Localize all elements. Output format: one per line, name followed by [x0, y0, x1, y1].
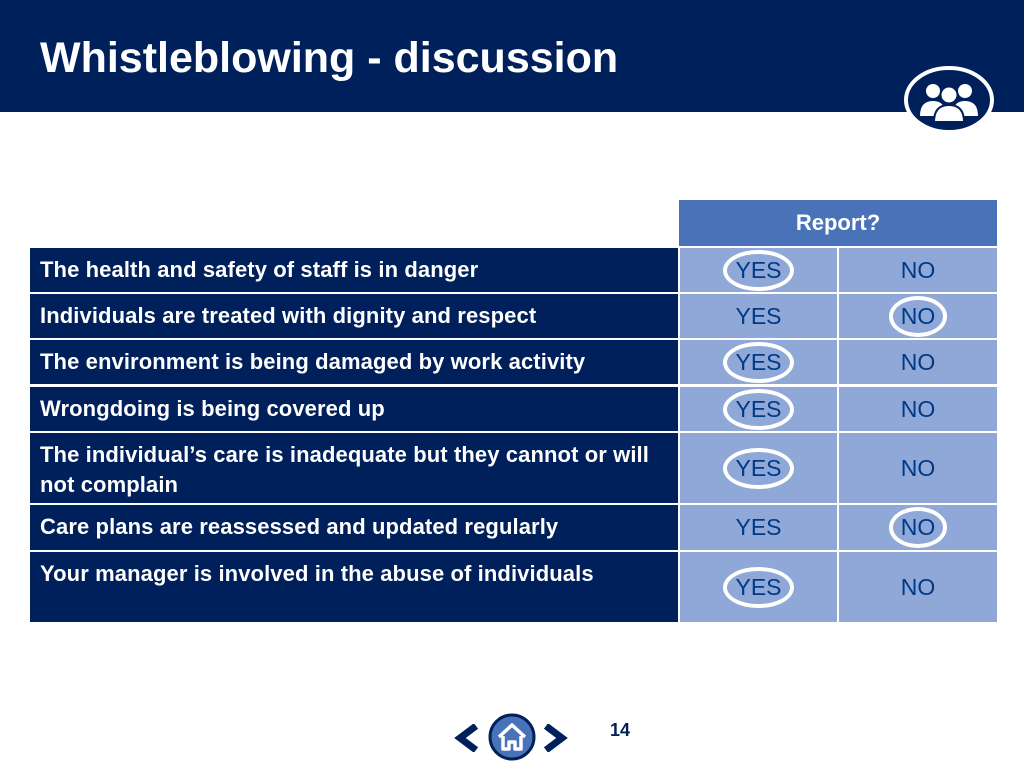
no-option-selected[interactable] [839, 294, 997, 338]
slide-header [0, 0, 1024, 112]
table-row [30, 248, 997, 292]
statement-cell: Care plans are reassessed and updated regularly [30, 505, 678, 550]
no-option[interactable] [839, 552, 997, 622]
statement-cell: The health and safety of staff is in danger [30, 248, 678, 292]
no-label: NO [900, 395, 936, 422]
yes-label: YES [723, 250, 793, 291]
yes-option-selected[interactable] [680, 433, 837, 503]
no-option[interactable] [839, 387, 997, 431]
statement-cell: The environment is being damaged by work activity [30, 340, 678, 384]
yes-label: YES [723, 389, 793, 430]
slide-navigation [446, 708, 576, 758]
table-row [30, 505, 997, 550]
no-label: NO [889, 507, 948, 548]
no-option[interactable] [839, 433, 997, 503]
no-label: NO [889, 296, 948, 337]
report-column-header: Report? [679, 200, 997, 246]
yes-option-selected[interactable] [680, 248, 837, 292]
page-number: 14 [609, 720, 631, 740]
table-row [30, 294, 997, 338]
yes-option[interactable] [680, 505, 837, 550]
yes-option-selected[interactable] [680, 340, 837, 384]
yes-option-selected[interactable] [680, 387, 837, 431]
statement-cell: Individuals are treated with dignity and respect [30, 294, 678, 338]
yes-label: YES [723, 448, 793, 489]
statement-cell: Wrongdoing is being covered up [30, 387, 678, 431]
yes-label: YES [735, 302, 782, 329]
yes-option-selected[interactable] [680, 552, 837, 622]
page-title: Whistleblowing - discussion [40, 34, 619, 82]
no-label: NO [900, 573, 936, 600]
home-icon[interactable] [488, 713, 536, 761]
no-option-selected[interactable] [839, 505, 997, 550]
table-row [30, 340, 997, 384]
statement-cell: The individual’s care is inadequate but they cannot or will not complain [30, 433, 678, 503]
chevron-left-icon[interactable] [452, 724, 482, 752]
yes-label: YES [723, 567, 793, 608]
yes-option[interactable] [680, 294, 837, 338]
no-label: NO [900, 256, 936, 283]
group-people-icon [903, 64, 995, 136]
no-option[interactable] [839, 340, 997, 384]
no-label: NO [900, 454, 936, 481]
table-row [30, 552, 997, 622]
statement-cell: Your manager is involved in the abuse of individuals [30, 552, 678, 622]
yes-label: YES [723, 342, 793, 383]
table-row [30, 433, 997, 503]
yes-label: YES [735, 514, 782, 540]
chevron-right-icon[interactable] [540, 724, 570, 752]
table-row [30, 387, 997, 431]
no-option[interactable] [839, 248, 997, 292]
no-label: NO [900, 348, 936, 375]
